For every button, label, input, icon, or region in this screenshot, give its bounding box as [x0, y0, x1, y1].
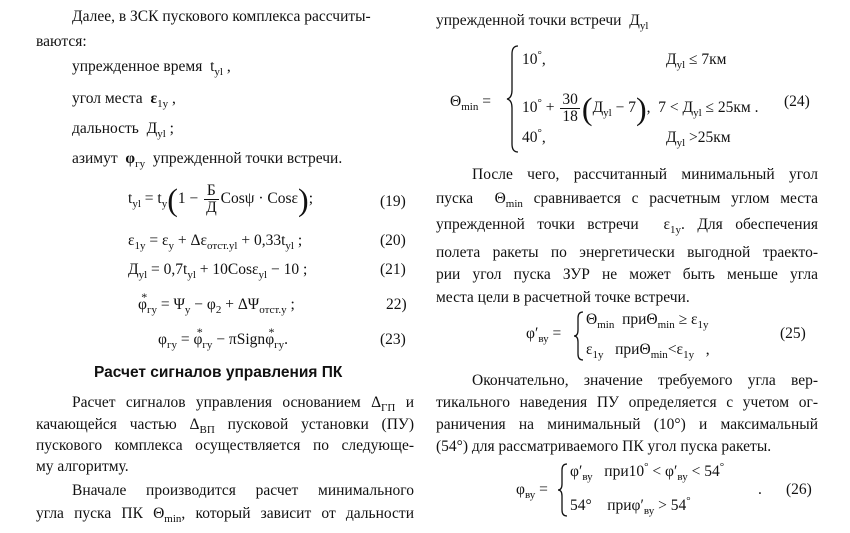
equation-24-brace [506, 44, 520, 154]
equation-26-case1: $\varphi'_{ву}$ $при10^\circ < \varphi'_{ву} < 54^\circ$ [570, 461, 725, 483]
equation-25-case1: $\Theta_{min}$ $при\Theta_{min} \ge \varepsilon_{1y}$ [586, 311, 709, 331]
equation-21-number: (21) [380, 261, 406, 278]
section-heading: Расчет сигналов управления ПК [94, 364, 343, 381]
equation-22: φ $*_{гу} = \Psi_y - \varphi_2 + \Delta\Psi_{отст.y}$ ; [138, 295, 295, 315]
paragraph-range-line: упрежденной точки встречи $Д_{yl}$ [436, 12, 649, 32]
equation-26-number: (26) [786, 481, 812, 498]
paragraph-control-line4: му алгоритму. [36, 458, 129, 475]
equation-23: $\varphi_{гу} = \varphi$ $*_{гу}$ − πSignφ $*_{гу}$. [158, 330, 288, 350]
equation-24-case2: 10° + $\frac{30}{18}$ $(Д_{yl} - 7)$, $7 < Д_{yl} \le 25км$ . [522, 90, 759, 127]
item-range: дальность $Д_{yl}$ ; [72, 120, 174, 140]
paragraph-final-line1: Окончательно, значение требуемого угла вер- [472, 372, 818, 389]
equation-20: $\varepsilon_{1y} = \varepsilon_y + \Delta\varepsilon_{отст.yl} + 0,33t_{yl}$ ; [128, 232, 303, 252]
equation-25-brace [573, 310, 585, 362]
paragraph-final-line3: раничения на минимальный (10°) и максимальный [436, 416, 818, 433]
equation-24-number: (24) [784, 93, 810, 110]
item-azimuth: азимут $\varphi_{гу}$ упрежденной точки встречи. [72, 150, 343, 170]
equation-25-case2: $\varepsilon_{1y}$ $при\Theta_{min}<\varepsilon_{1y}$ , [586, 341, 710, 361]
equation-26-period: . [758, 481, 762, 498]
equation-25-lhs: $\varphi'_{ву}$ = [526, 325, 562, 345]
equation-24-cond1: $Д_{yl} \le 7км$ [666, 51, 727, 71]
paragraph-compare-line4: полета ракеты по энергетически выгодной траекто- [436, 244, 818, 261]
paragraph-compare-line3: упрежденной точки встречи $\varepsilon_{1y}$. Для обеспечения [436, 216, 818, 236]
paragraph-final-line4: (54°) для рассматриваемого ПК угол пуска ракеты. [436, 438, 772, 455]
paragraph-intro-line1: Далее, в ЗСК пускового комплекса рассчиты- [72, 8, 371, 25]
paragraph-intro-line2: ваются: [36, 33, 87, 50]
equation-26-case2: 54° $при\varphi'_{ву} > 54^\circ$ [570, 495, 691, 517]
paragraph-min-angle-line1: Вначале производится расчет минимального [72, 482, 414, 499]
paragraph-compare-line2: пуска $\Theta_{min}$ сравнивается с расчетным углом места [436, 190, 818, 210]
equation-23-number: (23) [380, 331, 406, 348]
equation-26-brace [557, 462, 569, 518]
paragraph-control-line3: пускового комплекса осуществляется по следующе- [36, 437, 414, 454]
paragraph-control-line1: Расчет сигналов управления основанием $\Delta_{ГП}$ и [72, 394, 414, 414]
equation-24-case3: 40°, [522, 127, 546, 146]
equation-19-number: (19) [380, 193, 406, 210]
equation-19: $t_{yl} = t_y(1$ − $\frac{Б}{Д}$ Cosψ · Cosε); [128, 181, 314, 218]
equation-24-cond3: $Д_{yl} >25км$ [666, 129, 731, 149]
paragraph-compare-line1: После чего, рассчитанный минимальный угол [472, 166, 818, 183]
item-lead-time: упрежденное время $t_{yl}$ , [72, 58, 231, 78]
equation-26-lhs: $\varphi_{ву}$ = [516, 481, 548, 501]
item-elevation-angle: угол места $\varepsilon_{1y}$ , [72, 90, 176, 110]
equation-21: $Д_{yl} = 0,7t_{yl} + 10Cos\varepsilon_{yl} - 10$ ; [128, 261, 308, 281]
equation-24-lhs: $\Theta_{min}$ = [450, 93, 491, 113]
paragraph-compare-line5: рии угол пуска ЗУР не может быть меньше угла [436, 266, 818, 283]
paragraph-compare-line6: места цели в расчетной точке встречи. [436, 289, 690, 306]
equation-24-case1: 10°, [522, 49, 546, 68]
equation-20-number: (20) [380, 232, 406, 249]
equation-22-number: 22) [386, 296, 407, 313]
paragraph-control-line2: качающейся частью $\Delta_{ВП}$ пусковой установки (ПУ) [36, 416, 415, 436]
equation-25-number: (25) [780, 325, 806, 342]
paragraph-final-line2: тикального наведения ПУ определяется с учетом ог- [436, 394, 818, 411]
paragraph-min-angle-line2: угла пуска ПК $\Theta_{min}$, который зависит от дальности [36, 505, 414, 525]
